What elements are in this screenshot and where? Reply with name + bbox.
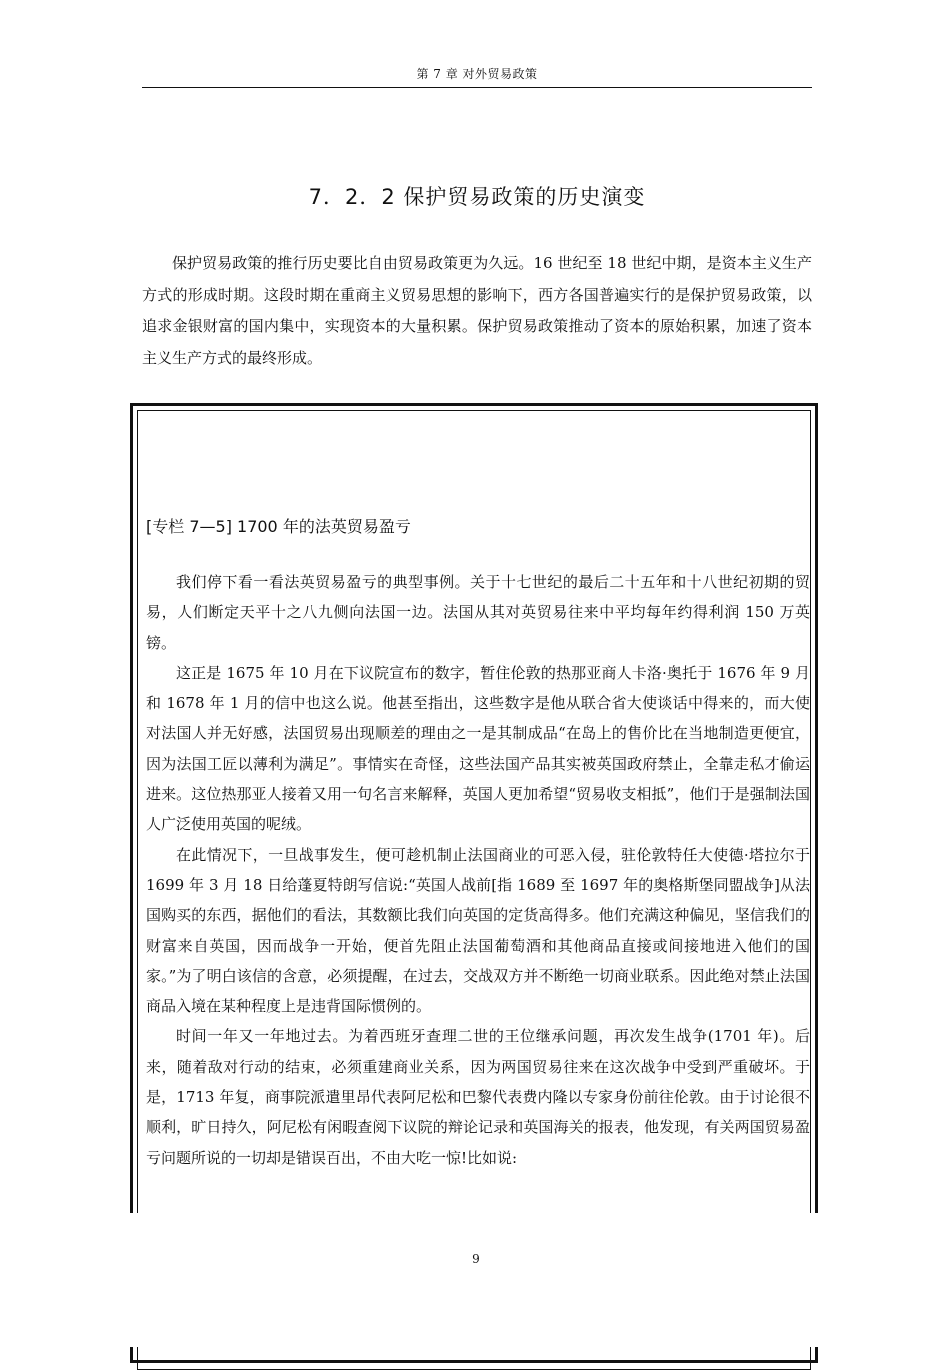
intro-paragraph: 保护贸易政策的推行历史要比自由贸易政策更为久远。16 世纪至 18 世纪中期，是资本主义生产方式的形成时期。这段时期在重商主义贸易思想的影响下，西方各国普遍实行的是保护贸易政策，以追求金银财富的国内集中，实现资本的大量积累。保护贸易政策推动了资本的原始积累，加速了资本主义生产方式的最终形成。 [142,254,812,367]
sidebar-paragraph-4: 时间一年又一年地过去。为着西班牙查理二世的王位继承问题，再次发生战争(1701 年)。后来，随着敌对行动的结束，必须重建商业关系，因为两国贸易往来在这次战争中受到严重破坏。于是，1713 年复，商事院派遣里昂代表阿尼松和巴黎代表费内隆以专家身份前往伦敦。由于讨论很不顺利，旷日持久，阿尼松有闲暇查阅下议院的辩论记录和英国海关的报表，他发现，有关两国贸易盈亏问题所说的一切却是错误百出，不由大吃一惊!比如说: [146,1027,810,1167]
page-number: 9 [472,1252,480,1266]
sidebar-box-title: [专栏 7—5] 1700 年的法英贸易盈亏 [146,517,411,536]
sidebar-paragraph-2: 这正是 1675 年 10 月在下议院宣布的数字，暂住伦敦的热那亚商人卡洛·奥托于 1676 年 9 月和 1678 年 1 月的信中也这么说。他甚至指出，这些数字是他从联合省大使谈话中得来的，而大使对法国人并无好感，法国贸易出现顺差的理由之一是其制成品“在岛上的售价比在当地制造更便宜，因为法国工匠以薄利为满足”。事情实在奇怪，这些法国产品其实被英国政府禁止，全靠走私才偷运进来。这位热那亚人接着又用一句名言来解释，英国人更加希望“贸易收支相抵”，他们于是强制法国人广泛使用英国的呢绒。 [146,663,810,834]
sidebar-box-content [146,512,810,1173]
intro-section [142,248,812,374]
sidebar-paragraph-3: 在此情况下，一旦战事发生，便可趁机制止法国商业的可恶入侵，驻伦敦特任大使德·塔拉尔于 1699 年 3 月 18 日给蓬夏特朗写信说:“英国人战前[指 1689 至 1697 年的奥格斯堡同盟战争]从法国购买的东西，据他们的看法，其数额比我们向英国的定货高得多。他们充满这种偏见，坚信我们的财富来自英国，因而战争一开始，便首先阻止法国葡萄酒和其他商品直接或间接地进入他们的国家。”为了明白该信的含意，必须提醒，在过去，交战双方并不断绝一切商业联系。因此绝对禁止法国商品入境在某种程度上是违背国际惯例的。 [146,845,810,1016]
header-rule [142,87,812,88]
section-title: 7．2．2 保护贸易政策的历史演变 [308,185,646,209]
sidebar-paragraph-1: 我们停下看一看法英贸易盈亏的典型事例。关于十七世纪的最后二十五年和十八世纪初期的贸易，人们断定天平十之八九侧向法国一边。法国从其对英贸易往来中平均每年约得利润 150 万英镑。 [146,573,810,652]
page-bottom-margin [0,1213,952,1347]
running-header: 第 7 章 对外贸易政策 [416,67,538,81]
